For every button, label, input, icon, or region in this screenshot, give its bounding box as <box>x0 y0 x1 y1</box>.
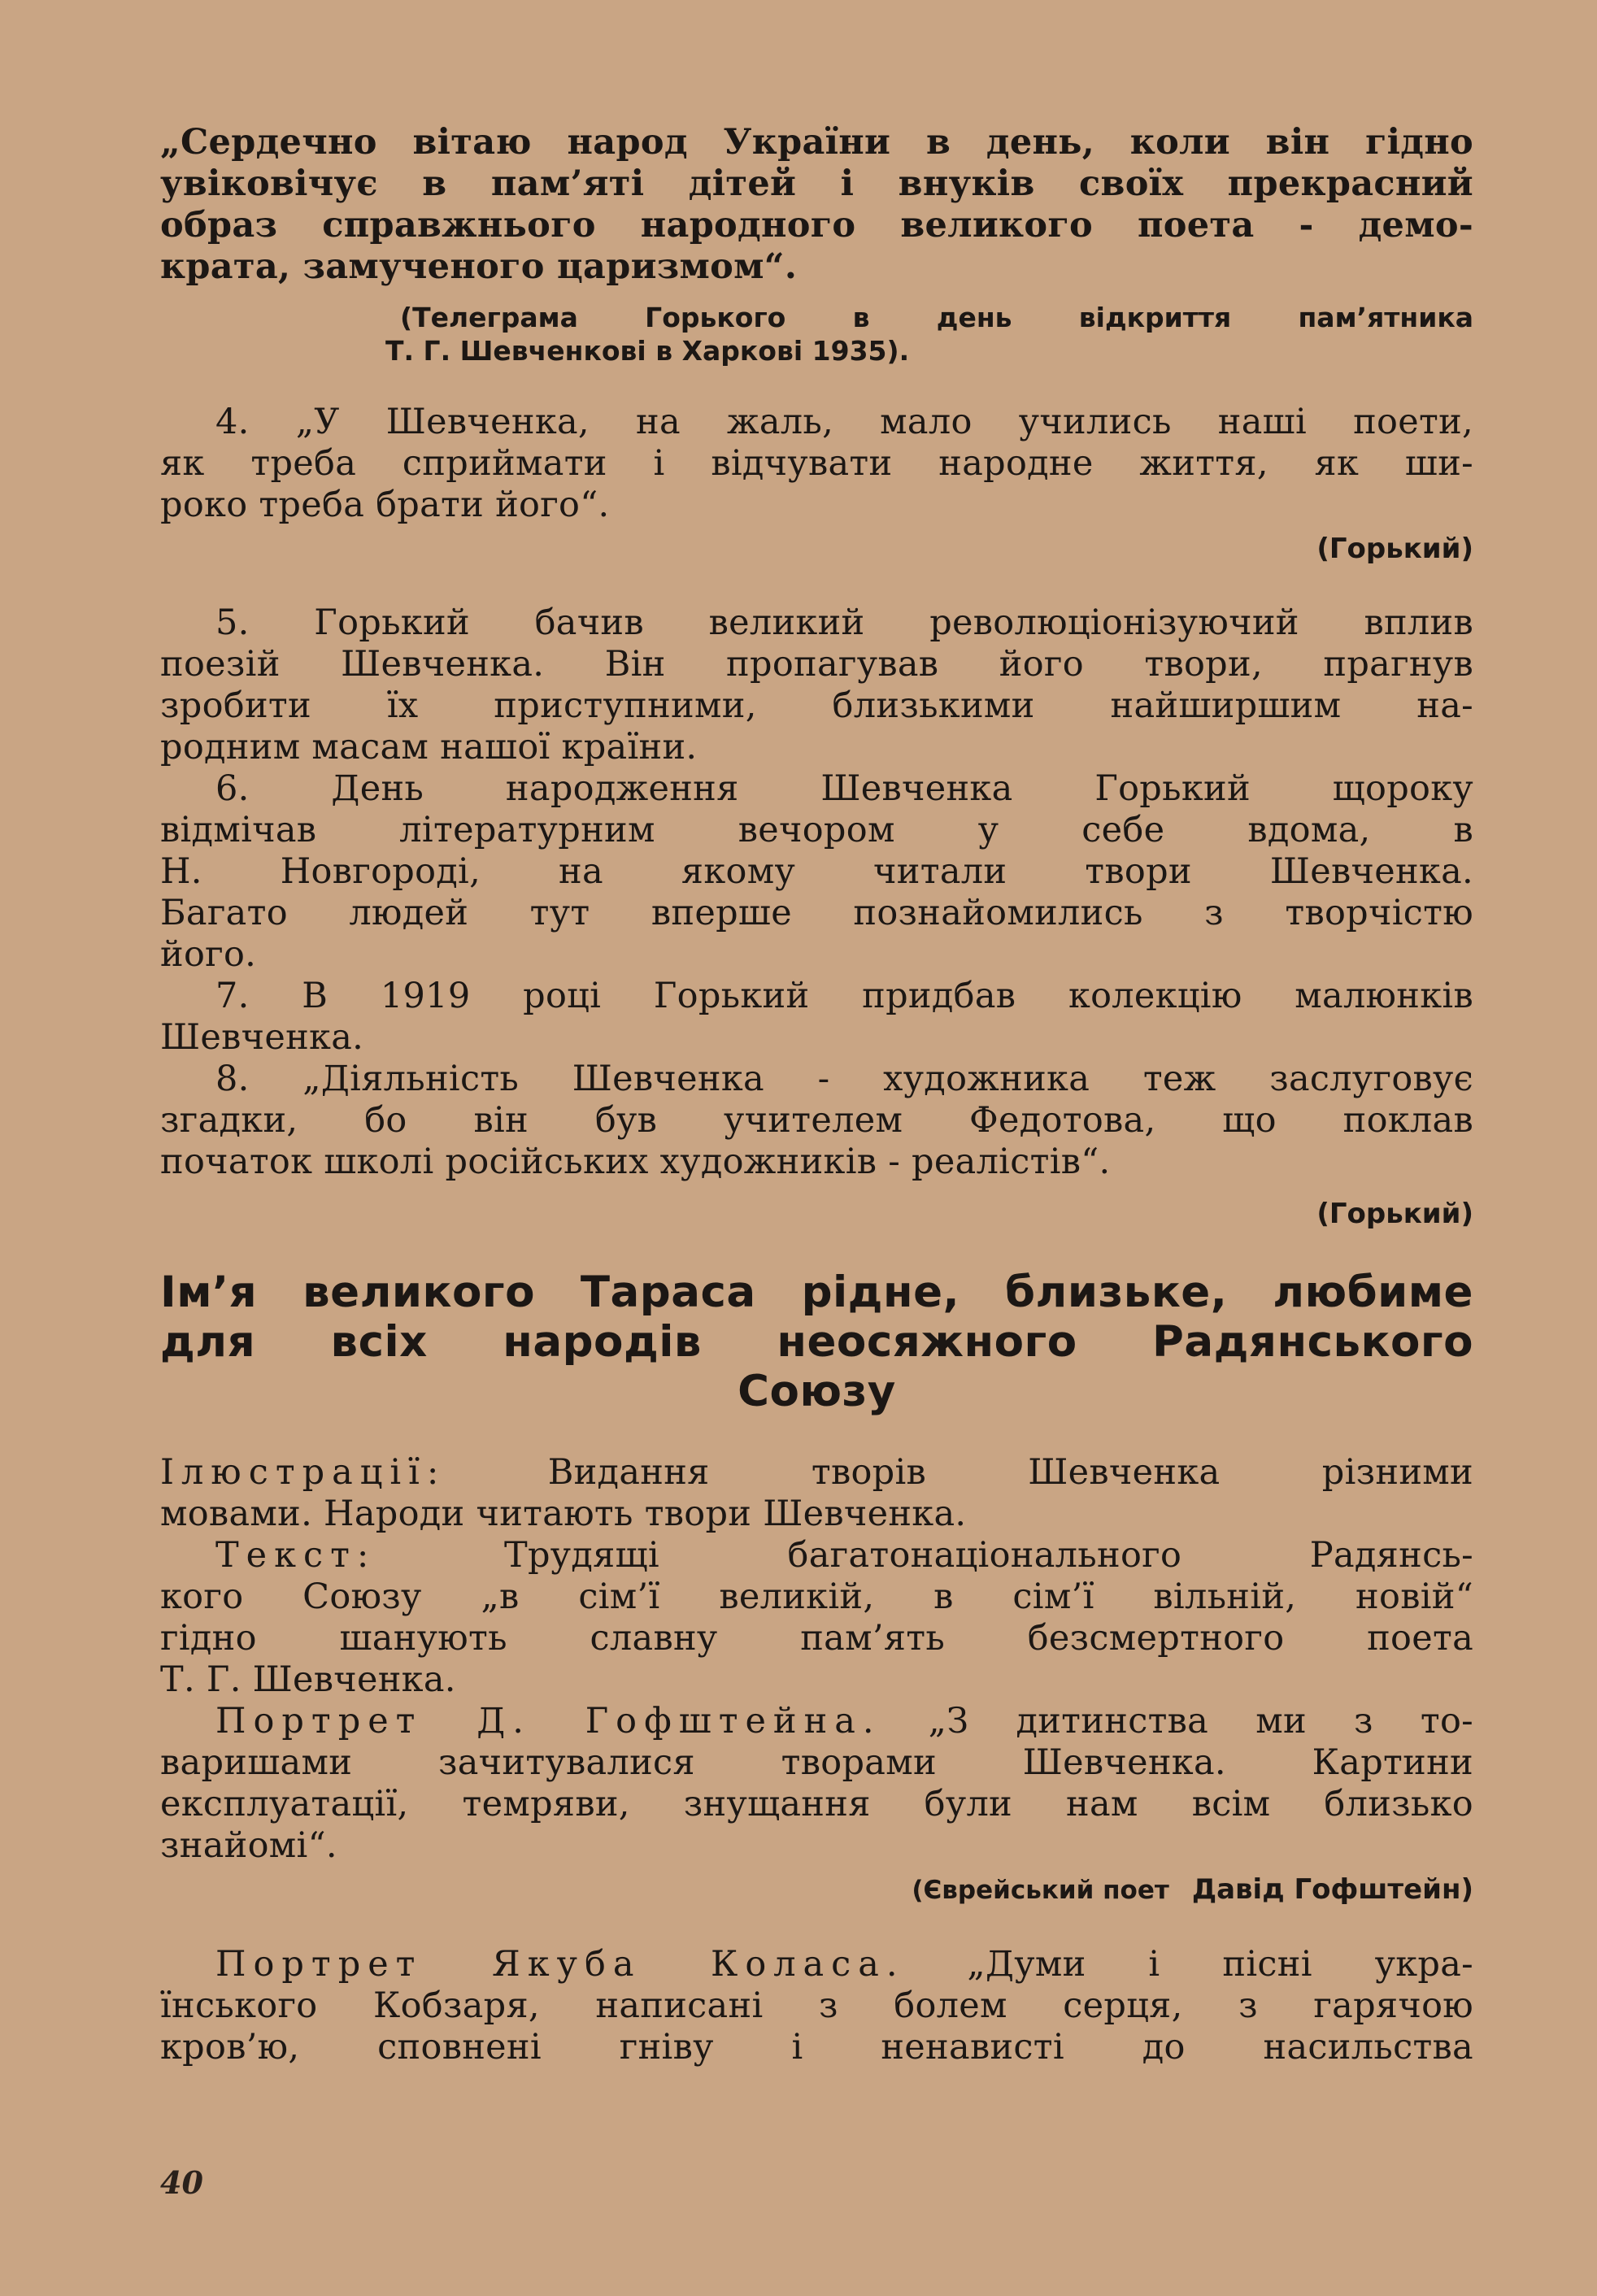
item-line: 6. День народження Шевченка Горький щороку <box>215 768 1473 809</box>
text-line: Т. Г. Шевченка. <box>160 1659 456 1700</box>
illustrations-label: Ілюстрації: <box>160 1452 446 1493</box>
item-line: зробити їх приступними, близькими найширшим на- <box>160 685 1473 726</box>
section-heading <box>160 1268 1473 1416</box>
item-line: початок школі російських художників - реалістів“. <box>160 1141 1111 1182</box>
quote-line: обрaз справжнього народного великого поета - демо- <box>160 205 1473 246</box>
illustrations-line: мовами. Народи читають твори Шевченка. <box>160 1494 967 1534</box>
portrait-line: експлуатації, темряви, знущання були нам всім близько <box>160 1784 1473 1824</box>
item-6 <box>160 768 1473 976</box>
quote-line: увіковічує в пам’яті дітей і внуків своїх прекрасний <box>160 163 1473 204</box>
portrait-content: „З дитинства ми з то- <box>928 1701 1473 1742</box>
illustrations-text: Видання творів Шевченка різними <box>547 1452 1473 1493</box>
page-body <box>160 122 1473 2068</box>
item-8-attribution: (Горький) <box>1316 1198 1473 1230</box>
heading-line: Ім’я великого Тараса рідне, близьке, любиме <box>160 1268 1473 1317</box>
illustrations-paragraph <box>160 1452 1473 1535</box>
text-line: кого Союзу „в сім’ї великій, в сім’ї вільній, новій“ <box>160 1576 1473 1617</box>
item-line: 7. В 1919 році Горький придбав колекцію малюнків <box>215 976 1473 1016</box>
item-line: відмічав літературним вечором у себе вдома, в <box>160 810 1473 850</box>
item-line: роко треба брати його“. <box>160 485 610 525</box>
item-8 <box>160 1059 1473 1232</box>
item-4 <box>160 402 1473 567</box>
item-line: Багато людей тут вперше познайомились з творчістю <box>160 893 1473 933</box>
item-line: Шевченка. <box>160 1017 364 1058</box>
portrait-line: варишами зачитувалися творами Шевченка. Картини <box>160 1742 1473 1783</box>
item-line: 5. Горький бачив великий революціонізуючий вплив <box>215 602 1473 643</box>
portrait-line: їнського Кобзаря, написані з болем серця, з гарячою <box>160 1985 1473 2026</box>
attribution-name: Давід Гофштейн) <box>1191 1873 1473 1906</box>
portrait-content: „Думи і пісні укра- <box>967 1944 1474 1985</box>
item-line: 4. „У Шевченка, на жаль, мало учились наші поети, <box>215 402 1473 442</box>
quote-line: крата, замученого царизмом“. <box>160 246 798 287</box>
text-line: гідно шанують славну пам’ять безсмертного поета <box>160 1618 1473 1659</box>
attribution-prefix: (Єврейський поет <box>912 1876 1169 1905</box>
quote-source-line: Т. Г. Шевченкові в Харкові 1935). <box>385 335 910 367</box>
gorky-telegram-quote <box>160 122 1473 288</box>
heading-line: Союзу <box>738 1367 896 1416</box>
quote-source <box>160 301 1473 367</box>
portrait-label: Портрет Д. Гофштейна. <box>215 1701 881 1742</box>
page-number: 40 <box>160 2164 203 2201</box>
text-paragraph <box>160 1535 1473 1701</box>
item-line: 8. „Діяльність Шевченка - художника теж заслуговує <box>215 1059 1473 1099</box>
item-line: його. <box>160 934 257 975</box>
hofshtein-attribution <box>160 1872 1473 1908</box>
item-line: згадки, бо він був учителем Федотова, що поклав <box>160 1100 1473 1141</box>
portrait-hofshtein-paragraph <box>160 1701 1473 1908</box>
item-4-attribution: (Горький) <box>1316 533 1473 565</box>
illustrations-line <box>160 1452 1473 1494</box>
item-line: поезій Шевченка. Він пропагував його твори, прагнув <box>160 644 1473 685</box>
item-5 <box>160 602 1473 768</box>
item-line: родним масам нашої країни. <box>160 727 698 768</box>
text-label: Текст: <box>215 1535 376 1576</box>
portrait-line <box>160 1701 1473 1742</box>
item-7 <box>160 976 1473 1059</box>
portrait-line <box>160 1944 1473 1985</box>
item-line: Н. Новгороді, на якому читали твори Шевченка. <box>160 851 1473 892</box>
heading-line: для всіх народів неосяжного Радянського <box>160 1317 1473 1367</box>
quote-line: „Сердечно вітаю народ України в день, коли він гідно <box>160 122 1473 163</box>
text-line <box>160 1535 1473 1576</box>
quote-source-line: (Телеграма Горького в день відкриття пам’ятника <box>400 302 1473 333</box>
portrait-line: кров’ю, сповнені гніву і ненависті до насильства <box>160 2027 1473 2068</box>
portrait-label: Портрет Якуба Коласа. <box>215 1944 905 1985</box>
portrait-line: знайомі“. <box>160 1825 337 1866</box>
text-content: Трудящі багатонаціонального Радянсь- <box>503 1535 1473 1576</box>
item-line: як треба сприймати і відчувати народне життя, як ши- <box>160 443 1473 484</box>
portrait-kolas-paragraph <box>160 1944 1473 2068</box>
